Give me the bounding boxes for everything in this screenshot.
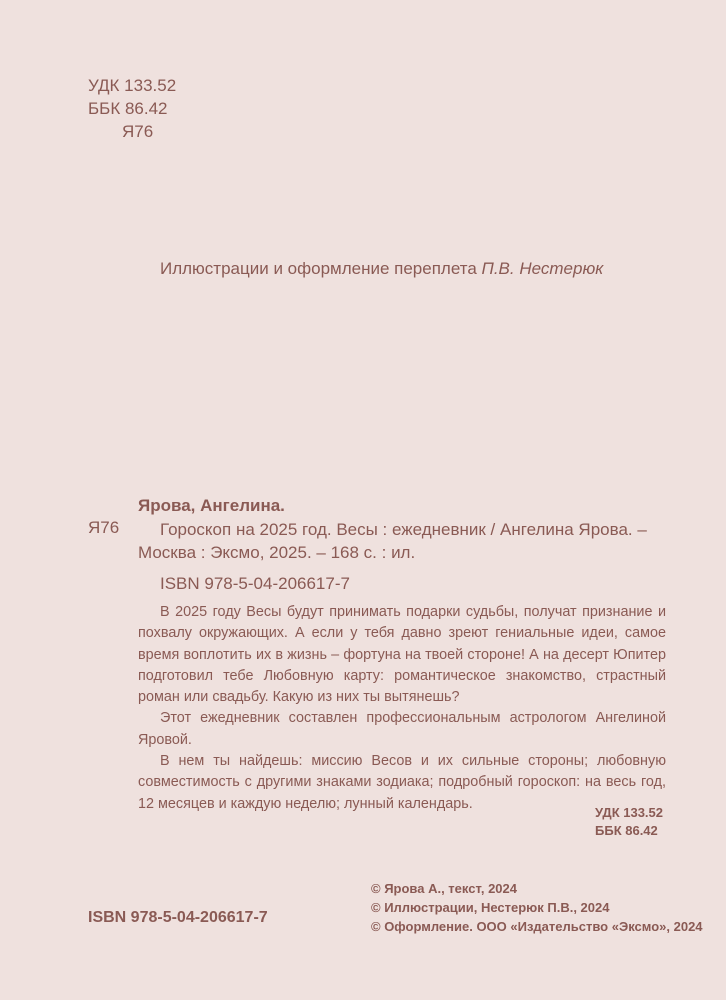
annotation	[138, 602, 666, 815]
bottom-bbk-code: ББК 86.42	[595, 823, 658, 838]
record-author: Ярова, Ангелина.	[138, 496, 285, 515]
illustrations-label: Иллюстрации и оформление переплета	[160, 259, 482, 278]
copyright-line: © Ярова А., текст, 2024	[371, 881, 517, 896]
illustrations-artist: П.В. Нестерюк	[481, 259, 604, 278]
record-author-mark: Я76	[88, 518, 120, 537]
record-description: Гороскоп на 2025 год. Весы : ежедневник / Ангелина Ярова. – Москва : Эксмо, 2025. – 168 с. : ил.	[138, 520, 647, 562]
copyright-line: © Оформление. ООО «Издательство «Эксмо», 2024	[371, 919, 703, 934]
record-isbn: ISBN 978-5-04-206617-7	[160, 574, 350, 593]
annotation-paragraph: Этот ежедневник составлен профессиональным астрологом Ангелиной Яровой.	[138, 710, 666, 748]
copyright-line: © Иллюстрации, Нестерюк П.В., 2024	[371, 900, 610, 915]
copyright-block	[371, 879, 703, 936]
annotation-paragraph: В 2025 году Весы будут принимать подарки судьбы, получат признание и похвалу окружающих. А если у тебя давно зреют гениальные идеи, самое время воплотить их в жизнь – фортуна на твоей стороне! А на десерт Юпитер подготовил тебе Любовную карту: романтическое знакомство, страстный роман или свадьбу. Какую из них ты вытянешь?	[138, 604, 666, 706]
bbk-code: ББК 86.42	[88, 99, 168, 118]
author-mark: Я76	[122, 122, 154, 141]
isbn-bottom: ISBN 978-5-04-206617-7	[88, 909, 268, 926]
bottom-classification-codes	[595, 804, 663, 840]
bottom-udk-code: УДК 133.52	[595, 805, 663, 820]
classification-codes	[88, 74, 176, 143]
annotation-paragraph: В нем ты найдешь: миссию Весов и их сильные стороны; любовную совместимость с другими знаками зодиака; подробный гороскоп: на весь год, 12 месяцев и каждую неделю; лунный календарь.	[138, 753, 666, 812]
illustrations-credit	[160, 259, 603, 279]
udk-code: УДК 133.52	[88, 76, 177, 95]
